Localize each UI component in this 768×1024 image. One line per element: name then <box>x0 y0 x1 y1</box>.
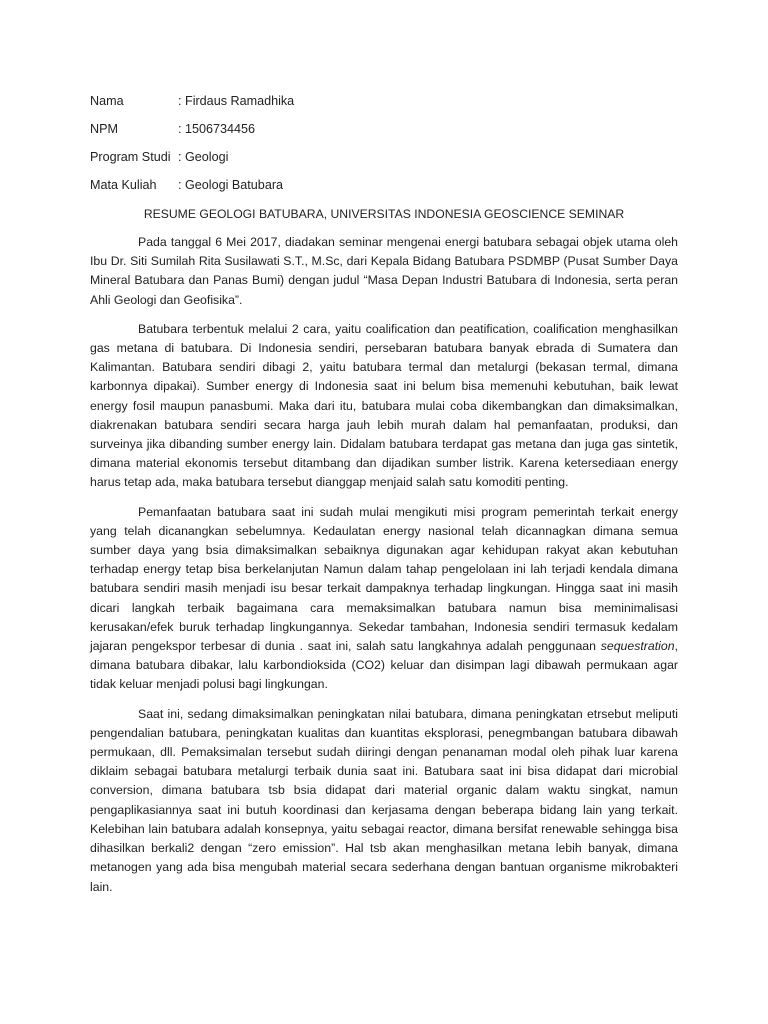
program-value: : Geologi <box>178 150 229 164</box>
paragraph-2: Batubara terbentuk melalui 2 cara, yaitu coalification dan peatification, coalification menghasilkan gas metana di batubara. Di Indonesia sendiri, persebaran batubara banyak ebrada di Sumatera dan Kalimantan. Batubara sendiri dibagi 2, yaitu batubara termal dan metalurgi (bekasan termal, dimana karbonnya dipakai). Sumber energy di Indonesia saat ini belum bisa memenuhi kebutuhan, baik lewat energy fosil maupun panasbumi. Maka dari itu, batubara mulai coba dikembangkan dan dimaksimalkan, diakrenakan batubara sendiri secara harga jauh lebih murah dalam hal pemanfaatan, produksi, dan surveinya jika dibanding sumber energy lain. Didalam batubara terdapat gas metana dan juga gas sintetik, dimana material ekonomis tersebut ditambang dan dijadikan sumber listrik. Karena ketersediaan energy harus tetap ada, maka batubara tersebut dianggap menjaid salah satu komoditi penting. <box>90 321 678 490</box>
info-row-course <box>90 176 678 204</box>
npm-value: : 1506734456 <box>178 122 256 136</box>
info-row-npm <box>90 120 678 148</box>
course-value: : Geologi Batubara <box>178 178 284 192</box>
program-label: Program Studi <box>90 150 171 164</box>
npm-label: NPM <box>90 122 118 136</box>
student-info-block <box>90 92 678 204</box>
info-row-program <box>90 148 678 176</box>
paragraph-3 <box>90 503 678 695</box>
document-title: RESUME GEOLOGI BATUBARA, UNIVERSITAS INDONESIA GEOSCIENCE SEMINAR <box>143 207 625 221</box>
info-row-name <box>90 92 678 120</box>
paragraph-1: Pada tanggal 6 Mei 2017, diadakan seminar mengenai energi batubara sebagai objek utama oleh Ibu Dr. Siti Sumilah Rita Susilawati S.T., M.Sc, dari Kepala Bidang Batubara PSDMBP (Pusat Sumber Daya Mineral Batubara dan Panas Bumi) dengan judul “Masa Depan Industri Batubara di Indonesia, serta peran Ahli Geologi dan Geofisika”. <box>90 235 678 307</box>
course-label: Mata Kuliah <box>90 178 157 192</box>
paragraph-3-text-start: Pemanfaatan batubara saat ini sudah mulai mengikuti misi program pemerintah terkait energy yang telah dicanangkan sebelumnya. Kedaulatan energy nasional telah dicannagkan dimana semua sumber daya yang bsia dimaksimalkan sebaiknya digunakan agar kehidupan rakyat akan kebutuhan terhadap energy tetap bisa berkelanjutan Namun dalam tahap pengelolaan ini lah terjadi kendala dimana batubara sendiri masih menjadi isu besar terkait dampaknya terhadap lingkungan. Hingga saat ini masih dicari langkah terbaik bagaimana cara memaksimalkan batubara namun bisa meminimalisasi kerusakan/efek buruk terhadap lingkungannya. Sekedar tambahan, Indonesia sendiri termasuk kedalam jajaran pengekspor terbesar di dunia . saat ini, salah satu langkahnya adalah penggunaan <box>90 504 678 654</box>
name-label: Nama <box>90 94 124 108</box>
name-value: : Firdaus Ramadhika <box>178 94 295 108</box>
paragraph-3-italic-term: sequestration <box>600 639 675 654</box>
paragraph-4: Saat ini, sedang dimaksimalkan peningkatan nilai batubara, dimana peningkatan etrsebut meliputi pengendalian batubara, peningkatan kualitas dan kuantitas eksplorasi, penegmbangan batubara dibawah permukaan, dll. Pemaksimalan tersebut sudah diiringi dengan penanaman modal oleh pihak luar karena diklaim sebagai batubara metalurgi terbaik dunia saat ini. Batubara saat ini bisa didapat dari microbial conversion, dimana batubara tsb bsia didapat dari material organic dalam waktu singkat, namun pengaplikasiannya saat ini butuh koordinasi dan kerjasama dengan beberapa bidang lain yang terkait. Kelebihan lain batubara adalah konsepnya, yaitu sebagai reactor, dimana bersifat renewable sehingga bisa dihasilkan berkali2 dengan “zero emission”. Hal tsb akan menghasilkan metana lebih banyak, dimana metanogen yang ada bisa mengubah material secara sederhana dengan bantuan organisme mikrobakteri lain. <box>90 706 678 894</box>
document-content <box>90 92 678 907</box>
paragraph-3-text-end: , dimana batubara dibakar, lalu karbondioksida (CO2) keluar dan disimpan lagi dibawah permukaan agar tidak keluar menjadi polusi bagi lingkungan. <box>90 639 678 692</box>
